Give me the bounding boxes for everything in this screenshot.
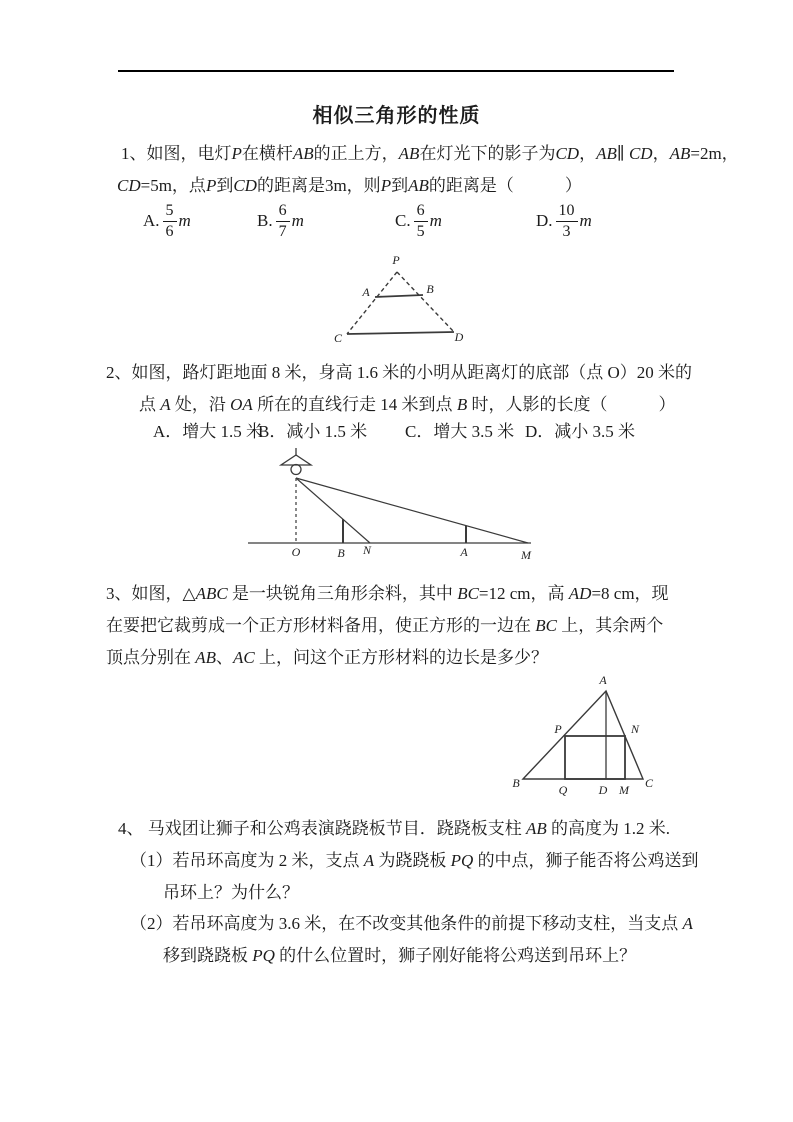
label-N: N [362,543,372,557]
label-P: P [392,253,400,267]
streetlamp-figure [240,447,540,565]
label-B: B [337,546,345,560]
problem2-choice-a: A．增大 1.5 米 [153,422,264,441]
problem4-item1-line2: 吊环上？为什么？ [163,883,299,902]
fraction [276,202,290,241]
triangle-shadow-figure [330,252,465,352]
problem1-choice-a [143,202,191,241]
fraction-numerator: 6 [414,202,428,222]
ray-PC [347,272,397,334]
problem4-item1-line1: （1）若吊环高度为 2 米，支点 A 为跷跷板 PQ 的中点，狮子能否将公鸡送到 [130,851,699,870]
problem3-diagram [495,672,660,805]
choice-label: B. [257,211,273,231]
label-A: A [599,673,607,687]
choice-label: C. [395,211,411,231]
inscribed-square-figure [495,672,660,800]
fraction [556,202,578,241]
problem1-line2: CD=5m，点P到CD的距离是3m，则P到AB的距离是（ ） [117,176,582,195]
fraction-denominator: 3 [562,222,571,240]
label-O: O [291,545,301,559]
label-C: C [644,776,654,790]
problem1-choice-d [536,202,592,241]
label-D: D [454,330,464,344]
problem4-item2-line1: （2）若吊环高度为 3.6 米，在不改变其他条件的前提下移动支柱，当支点 A [130,914,693,933]
problem2-choice-b: B．减小 1.5 米 [258,422,368,441]
choice-unit: m [429,211,442,231]
label-B: B [426,282,434,296]
label-B: B [512,776,520,790]
page-title: 相似三角形的性质 [312,105,481,127]
label-A: A [362,285,370,299]
choice-unit: m [178,211,191,231]
fraction-denominator: 7 [278,222,287,240]
header-rule [118,70,674,72]
fraction-numerator: 5 [163,202,177,222]
problem4-item2-line2: 移到跷跷板 PQ 的什么位置时，狮子刚好能将公鸡送到吊环上？ [163,946,637,965]
problem1-choice-b [257,202,304,241]
fraction-denominator: 6 [165,222,174,240]
segment-AB [375,295,423,297]
ray-PD [397,272,454,332]
label-M: M [521,548,531,562]
choice-label: A. [143,211,160,231]
choice-unit: m [579,211,592,231]
problem1-diagram [330,252,465,357]
fraction [414,202,428,241]
square-PQMN [565,736,625,779]
problem2-line2: 点 A 处，沿 OA 所在的直线行走 14 米到点 B 时，人影的长度（ ） [139,395,676,414]
fraction-denominator: 5 [416,222,425,240]
problem3-line3: 顶点分别在 AB、AC 上，问这个正方形材料的边长是多少？ [106,648,549,667]
fraction-numerator: 6 [276,202,290,222]
label-D: D [598,783,608,797]
light-ray-to-M [296,478,528,543]
label-Q: Q [558,783,568,797]
label-P: P [554,722,562,736]
segment-CD [347,332,454,334]
label-C: C [333,331,343,345]
fraction-numerator: 10 [556,202,578,222]
problem4-line1: 4、 马戏团让狮子和公鸡表演跷跷板节目．跷跷板支柱 AB 的高度为 1.2 米. [118,819,671,838]
choice-unit: m [291,211,304,231]
problem2-diagram [240,447,540,570]
problem3-line2: 在要把它裁剪成一个正方形材料备用，使正方形的一边在 BC 上，其余两个 [106,616,664,635]
street-lamp-icon [281,448,311,475]
problem3-line1: 3、如图，△ABC 是一块锐角三角形余料，其中 BC=12 cm，高 AD=8 cm，现 [106,584,669,603]
label-A: A [460,545,468,559]
label-M: M [619,783,629,797]
problem1-choice-c [395,202,442,241]
problem2-choice-c: C．增大 3.5 米 [405,422,515,441]
fraction [163,202,177,241]
label-N: N [630,722,640,736]
problem1-line1: 1、如图，电灯P在横杆AB的正上方，AB在灯光下的影子为CD，AB∥ CD，AB=2m， [121,144,739,163]
problem2-line1: 2、如图，路灯距地面 8 米，身高 1.6 米的小明从距离灯的底部（点 O）20 米的 [106,363,693,382]
choice-label: D. [536,211,553,231]
problem2-choice-d: D．减小 3.5 米 [525,422,636,441]
